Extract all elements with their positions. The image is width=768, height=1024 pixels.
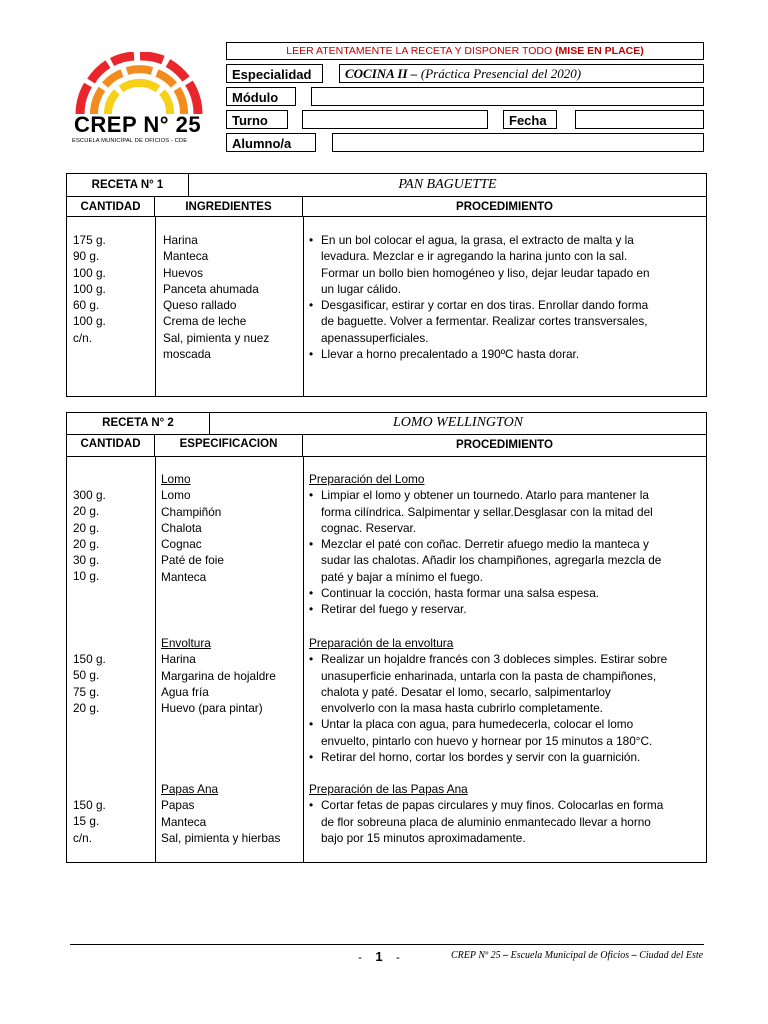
item: Champiñón: [161, 504, 222, 519]
section-heading: Preparación de las Papas Ana: [309, 782, 468, 796]
banner-bold-text: (MISE EN PLACE): [555, 45, 644, 57]
section-heading: Preparación de la envoltura: [309, 636, 454, 650]
ingredient: Harina: [163, 233, 198, 247]
quantity: 10 g.: [73, 569, 100, 584]
quantity: 175 g.: [73, 233, 106, 247]
recipe-2-title: LOMO WELLINGTON: [210, 413, 706, 435]
section-heading: Preparación del Lomo: [309, 472, 425, 486]
ingredient: Queso rallado: [163, 298, 237, 313]
procedure-step: • En un bol colocar el agua, la grasa, el extracto de malta y la levadura. Mezclar e ir agregando la harina junto con la sal. Formar un bollo bien homogéneo y liso, dejar leudar tapado en un lugar cálido.: [309, 232, 650, 297]
section-name: Lomo: [161, 472, 191, 486]
procedure-step: • Untar la placa con agua, para humedecerla, colocar el lomo envuelto, pintarlo con huevo y hornear por 15 minutos a 180°C.: [309, 716, 667, 749]
lomo-items: [161, 471, 224, 585]
quantity: 60 g.: [73, 298, 100, 313]
item: Sal, pimienta y hierbas: [161, 830, 281, 845]
recipe-2-table: [66, 412, 707, 863]
procedure-step: • Realizar un hojaldre francés con 3 dobleces simples. Estirar sobre unasuperficie enharinada, untarla con la pasta de champiñones, chalota y paté. Desatar el lomo, secarlo, salpimentarloy envolverlo con la masa hasta cubrirlo completamente.: [309, 651, 667, 716]
quantity: 300 g.: [73, 488, 106, 502]
ingredient: Crema de leche: [163, 314, 247, 329]
ingredient: Sal, pimienta y nuez: [163, 330, 270, 345]
quantity: 90 g.: [73, 249, 100, 264]
quantity: 150 g.: [73, 652, 106, 666]
procedure-step: • Mezclar el paté con coñac. Derretir afuego medio la manteca y sudar las chalotas. Añadir los champiñones, agregarla mezcla de paté y bajar a mínimo el fuego.: [309, 536, 661, 585]
envoltura-items: [161, 635, 276, 716]
procedure-step: • Continuar la cocción, hasta formar una salsa espesa.: [309, 585, 661, 601]
quantity: 15 g.: [73, 814, 100, 829]
school-logo: [70, 52, 210, 152]
especialidad-detail: (Práctica Presencial del 2020): [420, 66, 582, 81]
page-number: - 1 -: [358, 949, 400, 964]
recipe-1-title: PAN BAGUETTE: [189, 174, 706, 197]
papas-items: [161, 781, 280, 846]
fecha-field[interactable]: [575, 110, 704, 129]
item: Harina: [161, 652, 196, 667]
item: Margarina de hojaldre: [161, 668, 276, 683]
item: Papas: [161, 798, 195, 813]
recipe-1-col-procedimiento: PROCEDIMIENTO: [303, 197, 706, 217]
quantity: 30 g.: [73, 553, 100, 568]
papas-quantities: [73, 797, 106, 846]
procedure-step: • Limpiar el lomo y obtener un tournedo. Atarlo para mantener la forma cilíndrica. Salpimentar y sellar.Desglasar con la mitad del cognac. Reservar.: [309, 487, 661, 536]
modulo-label: Módulo: [226, 87, 296, 106]
quantity: 20 g.: [73, 520, 100, 535]
quantity: 75 g.: [73, 684, 100, 699]
envoltura-quantities: [73, 651, 106, 716]
recipe-2-col-cantidad: CANTIDAD: [67, 435, 155, 457]
quantity: 50 g.: [73, 668, 100, 683]
quantity: 20 g.: [73, 536, 100, 551]
sunrise-arcs-icon: [70, 52, 210, 114]
recipe-2-label: RECETA N° 2: [67, 413, 210, 435]
especialidad-value: COCINA II –: [345, 66, 418, 81]
procedure-step: • Retirar del horno, cortar los bordes y servir con la guarnición.: [309, 749, 667, 765]
quantity: 20 g.: [73, 504, 100, 519]
ingredient: Manteca: [163, 249, 209, 264]
item: Chalota: [161, 520, 202, 535]
envoltura-procedure: [309, 635, 667, 765]
recipe-2-col-procedimiento: PROCEDIMIENTO: [303, 435, 706, 457]
section-name: Envoltura: [161, 636, 211, 650]
fecha-label: Fecha: [503, 110, 557, 129]
quantity: 20 g.: [73, 700, 100, 715]
recipe-1-col-cantidad: CANTIDAD: [67, 197, 155, 217]
logo-name: CREP N° 25: [74, 112, 202, 137]
ingredient: Panceta ahumada: [163, 281, 259, 296]
item: Agua fría: [161, 684, 209, 699]
footer-divider: [70, 944, 704, 945]
footer-institution: CREP Nº 25 – Escuela Municipal de Oficios – Ciudad del Este: [451, 950, 704, 961]
item: Paté de foie: [161, 553, 224, 568]
recipe-1-col-ingredientes: INGREDIENTES: [155, 197, 303, 217]
lomo-quantities: [73, 487, 106, 585]
section-name: Papas Ana: [161, 782, 219, 796]
especialidad-label: Especialidad: [226, 64, 323, 83]
quantity: c/n.: [73, 330, 93, 345]
item: Lomo: [161, 488, 191, 503]
especialidad-field[interactable]: [339, 64, 704, 83]
turno-label: Turno: [226, 110, 288, 129]
item: Huevo (para pintar): [161, 701, 263, 716]
procedure-step: • Retirar del fuego y reservar.: [309, 601, 661, 617]
procedure-step: • Desgasificar, estirar y cortar en dos tiras. Enrollar dando forma de baguette. Volver a fermentar. Realizar cortes transversales, apenassuperficiales.: [309, 297, 650, 346]
recipe-2-col-especificacion: ESPECIFICACION: [155, 435, 303, 457]
banner-text: LEER ATENTAMENTE LA RECETA Y DISPONER TODO: [286, 45, 553, 57]
recipe-1-table: [66, 173, 707, 397]
ingredient: moscada: [163, 347, 211, 362]
lomo-procedure: [309, 471, 661, 618]
quantity: c/n.: [73, 830, 93, 845]
item: Manteca: [161, 569, 207, 584]
alumno-label: Alumno/a: [226, 133, 316, 152]
recipe-1-quantities: [73, 232, 106, 346]
procedure-step: • Llevar a horno precalentado a 190ºC hasta dorar.: [309, 346, 650, 362]
item: Cognac: [161, 537, 202, 552]
ingredient: Huevos: [163, 265, 203, 280]
modulo-field[interactable]: [311, 87, 704, 106]
alumno-field[interactable]: [332, 133, 704, 152]
recipe-1-label: RECETA N° 1: [67, 174, 189, 197]
quantity: 150 g.: [73, 798, 106, 812]
turno-field[interactable]: [302, 110, 488, 129]
procedure-step: • Cortar fetas de papas circulares y muy finos. Colocarlas en forma de flor sobreuna placa de aluminio enmantecado llevar a horno bajo por 15 minutos aproximadamente.: [309, 797, 663, 846]
item: Manteca: [161, 814, 207, 829]
recipe-1-procedure: [309, 232, 650, 362]
mise-en-place-banner: [226, 42, 704, 60]
quantity: 100 g.: [73, 281, 106, 296]
quantity: 100 g.: [73, 314, 106, 329]
logo-subtitle: ESCUELA MUNICIPAL DE OFICIOS - CDE: [72, 138, 188, 144]
papas-procedure: [309, 781, 663, 846]
recipe-1-ingredients: [163, 232, 269, 362]
quantity: 100 g.: [73, 265, 106, 280]
